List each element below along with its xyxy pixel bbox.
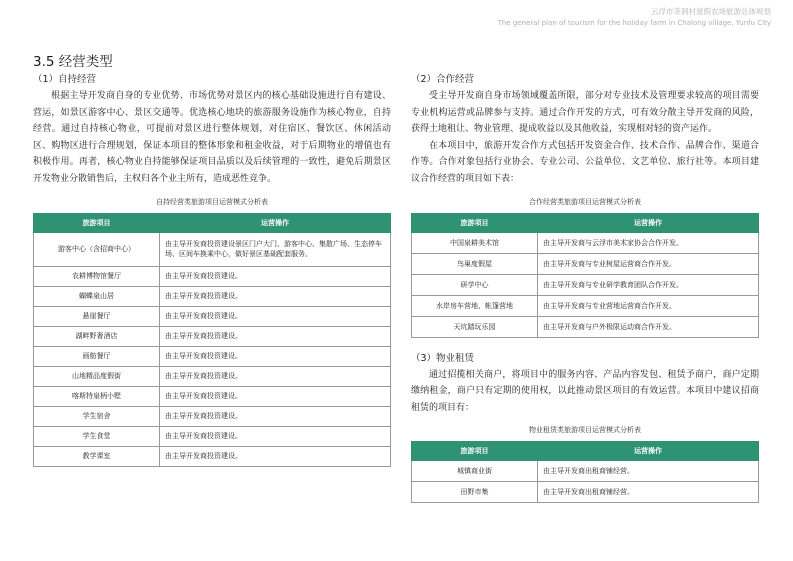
header-title-cn: 云浮市茶洞村度假农场旅游总体规划 [651, 7, 771, 16]
column-header-operation: 运营操作 [160, 213, 391, 232]
self-operated-table-body [34, 232, 391, 466]
cooperative-table-caption: 合作经营类旅游项目运营模式分析表 [529, 197, 641, 206]
leasing-table [411, 441, 759, 503]
column-header-project: 旅游项目 [412, 442, 538, 461]
table-header-row [412, 442, 759, 461]
self-operated-heading: （1）自持经营 [33, 74, 97, 85]
table-header-row [34, 213, 391, 232]
table-row [34, 232, 391, 266]
self-operated-table [33, 213, 391, 467]
cell-project: 学生食堂 [34, 426, 160, 446]
table-row [412, 253, 759, 274]
page-header [498, 7, 771, 28]
table-row [34, 266, 391, 286]
cooperative-heading: （2）合作经营 [411, 74, 475, 85]
cell-project: 中国泉耕美术馆 [412, 232, 538, 253]
leasing-table-caption: 物业租赁类旅游项目运营模式分析表 [529, 426, 641, 435]
leasing-heading: （3）物业租赁 [411, 352, 475, 364]
column-header-project: 旅游项目 [34, 213, 160, 232]
table-row [34, 446, 391, 466]
leasing-table-body [412, 461, 759, 503]
cell-project: 湖畔野奢酒店 [34, 326, 160, 346]
cell-operation: 由主导开发商出租商铺经营。 [538, 482, 759, 503]
cell-project: 游客中心（含招商中心） [34, 232, 160, 266]
cell-operation: 由主导开发商投资建设。 [160, 286, 391, 306]
cell-operation: 由主导开发商投资建设。 [160, 326, 391, 346]
cell-operation: 由主导开发商投资建设。 [160, 446, 391, 466]
table-row [34, 286, 391, 306]
header-title-en: The general plan of tourism for the holiday farm in Chalong village, Yunfu City [497, 19, 771, 27]
cell-operation: 由主导开发商与户外极限运动商合作开发。 [538, 316, 759, 337]
cell-operation: 由主导开发商投资建设。 [160, 366, 391, 386]
column-header-operation: 运营操作 [538, 213, 759, 232]
leasing-paragraph: 通过招揽相关商户，将项目中的服务内容、产品内容发包、租赁予商户，商户定期缴纳租金，商户只有定期的使用权，以此推动景区项目的有效运营。本项目中建议招商租赁的项目有： [411, 369, 759, 413]
cell-operation: 由主导开发商出租商铺经营。 [538, 461, 759, 482]
table-row [34, 406, 391, 426]
cell-project: 农耕博物馆餐厅 [34, 266, 160, 286]
cell-operation: 由主导开发商与专业营地运营商合作开发。 [538, 295, 759, 316]
cell-project: 天坑踏玩乐园 [412, 316, 538, 337]
cell-project: 教学课室 [34, 446, 160, 466]
right-column [411, 72, 759, 503]
cell-project: 画舫餐厅 [34, 346, 160, 366]
table-row [412, 461, 759, 482]
cell-project: 水岸房车营地、帐篷营地 [412, 295, 538, 316]
cell-operation: 由主导开发商投资建设景区门户大门、游客中心、集散广场、生态停车场、区间车换乘中心，做好景区基础配套服务。 [160, 232, 391, 266]
table-row [412, 482, 759, 503]
cell-project: 蝴蝶泉山居 [34, 286, 160, 306]
cell-project: 学生宿舍 [34, 406, 160, 426]
table-row [34, 326, 391, 346]
cell-project: 山地精品度假街 [34, 366, 160, 386]
table-header-row [412, 213, 759, 232]
cell-project: 城镇商业街 [412, 461, 538, 482]
cooperative-table-body [412, 232, 759, 337]
section-title: 3.5 经营类型 [33, 54, 113, 70]
self-operated-table-caption: 自持经营类旅游项目运营模式分析表 [156, 197, 268, 206]
table-row [34, 366, 391, 386]
left-column [33, 72, 391, 467]
cell-operation: 由主导开发商投资建设。 [160, 306, 391, 326]
cell-project: 田野市集 [412, 482, 538, 503]
cell-operation: 由主导开发商与专业树屋运营商合作开发。 [538, 253, 759, 274]
cooperative-table [411, 213, 759, 338]
cooperative-paragraph-1: 受主导开发商自身市场领域覆盖所限，部分对专业技术及管理要求较高的项目需要专业机构运营或品牌参与支持。通过合作开发的方式，可有效分散主导开发商的风险，获得土地租让、物业管理、提成收益以及其他收益，实现相对轻的资产运作。 [411, 91, 759, 135]
cell-project: 悬崖餐厅 [34, 306, 160, 326]
table-row [34, 346, 391, 366]
table-row [412, 316, 759, 337]
table-row [412, 232, 759, 253]
table-row [412, 295, 759, 316]
cell-project: 研学中心 [412, 274, 538, 295]
table-row [34, 426, 391, 446]
cell-operation: 由主导开发商投资建设。 [160, 386, 391, 406]
cell-operation: 由主导开发商与专业研学教育团队合作开发。 [538, 274, 759, 295]
cell-operation: 由主导开发商投资建设。 [160, 426, 391, 446]
table-row [34, 306, 391, 326]
table-row [34, 386, 391, 406]
cell-operation: 由主导开发商投资建设。 [160, 406, 391, 426]
cooperative-paragraph-2: 在本项目中，旅游开发合作方式包括开发资金合作、技术合作、品牌合作、渠道合作等。合作对象包括行业协会、专业公司、公益单位、文艺单位、旅行社等。本项目建议合作经营的项目如下表： [411, 140, 759, 184]
cell-project: 鸟巢度假屋 [412, 253, 538, 274]
table-row [412, 274, 759, 295]
cell-operation: 由主导开发商投资建设。 [160, 346, 391, 366]
cell-operation: 由主导开发商与云浮市美术家协会合作开发。 [538, 232, 759, 253]
cell-operation: 由主导开发商投资建设。 [160, 266, 391, 286]
column-header-project: 旅游项目 [412, 213, 538, 232]
column-header-operation: 运营操作 [538, 442, 759, 461]
cell-project: 喀斯特泉柄小墅 [34, 386, 160, 406]
self-operated-paragraph: 根据主导开发商自身的专业优势、市场优势对景区内的核心基础设施进行自有建设、营运，如景区游客中心、景区交通等。优选核心地块的旅游服务设施作为核心物业，自持经营。通过自持核心物业，可提前对景区进行整体规划，对住宿区、餐饮区、休闲活动区、购物区进行合理规划，保证本项目的整体形象和租金收益，对于后期物业的增值也有积极作用。再者，核心物业自持能够保证项目品质以及后续管理的一致性，避免后期景区开发物业分散销售后，主权归各个业主所有，造成恶性竞争。 [33, 91, 391, 184]
